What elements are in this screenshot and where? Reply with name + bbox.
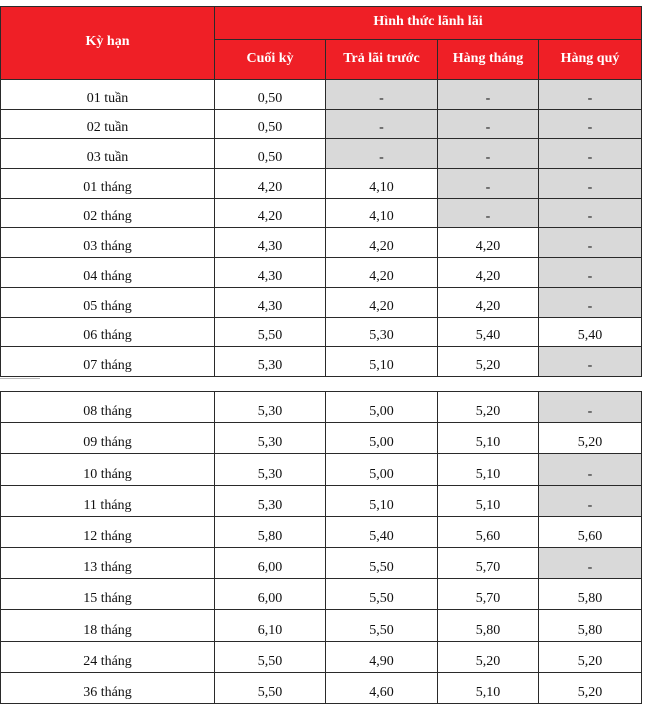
term-cell: 03 tuần: [1, 139, 215, 169]
prepaid-rate-cell: -: [326, 139, 438, 169]
end-of-term-rate-cell: 6,00: [215, 579, 326, 610]
monthly-rate-cell: -: [438, 169, 539, 199]
monthly-rate-cell: -: [438, 139, 539, 169]
monthly-rate-cell: -: [438, 198, 539, 228]
monthly-rate-cell: 5,70: [438, 547, 539, 578]
prepaid-rate-cell: 5,10: [326, 347, 438, 377]
table-row: [1, 423, 642, 454]
prepaid-rate-cell: -: [326, 80, 438, 110]
monthly-rate-cell: -: [438, 109, 539, 139]
term-cell: 04 tháng: [1, 258, 215, 288]
prepaid-rate-cell: 4,20: [326, 287, 438, 317]
term-cell: 08 tháng: [1, 392, 215, 423]
term-cell: 02 tuần: [1, 109, 215, 139]
quarterly-rate-cell: -: [539, 485, 642, 516]
table-row: [1, 169, 642, 199]
quarterly-rate-cell: -: [539, 392, 642, 423]
monthly-rate-cell: 5,80: [438, 610, 539, 641]
prepaid-rate-cell: 4,10: [326, 198, 438, 228]
table-row: [1, 109, 642, 139]
column-header-quarterly: Hàng quý: [539, 40, 642, 80]
monthly-rate-cell: 5,60: [438, 516, 539, 547]
quarterly-rate-cell: -: [539, 547, 642, 578]
prepaid-rate-cell: 5,30: [326, 317, 438, 347]
quarterly-rate-cell: 5,20: [539, 423, 642, 454]
end-of-term-rate-cell: 4,20: [215, 198, 326, 228]
monthly-rate-cell: 5,10: [438, 672, 539, 703]
prepaid-rate-cell: 5,00: [326, 392, 438, 423]
table-row: [1, 579, 642, 610]
quarterly-rate-cell: -: [539, 347, 642, 377]
prepaid-rate-cell: 4,10: [326, 169, 438, 199]
quarterly-rate-cell: 5,80: [539, 579, 642, 610]
quarterly-rate-cell: 5,80: [539, 610, 642, 641]
table-row: [1, 287, 642, 317]
quarterly-rate-cell: -: [539, 454, 642, 485]
prepaid-rate-cell: 4,60: [326, 672, 438, 703]
monthly-rate-cell: 5,10: [438, 485, 539, 516]
end-of-term-rate-cell: 0,50: [215, 109, 326, 139]
end-of-term-rate-cell: 5,50: [215, 641, 326, 672]
prepaid-rate-cell: 5,00: [326, 454, 438, 485]
end-of-term-rate-cell: 4,30: [215, 228, 326, 258]
table-row: [1, 610, 642, 641]
end-of-term-rate-cell: 5,30: [215, 347, 326, 377]
rate-rows-part-1: [1, 80, 642, 377]
table-row: [1, 454, 642, 485]
end-of-term-rate-cell: 5,50: [215, 317, 326, 347]
end-of-term-rate-cell: 6,10: [215, 610, 326, 641]
end-of-term-rate-cell: 5,30: [215, 423, 326, 454]
column-header-monthly: Hàng tháng: [438, 40, 539, 80]
table-row: [1, 228, 642, 258]
table-row: [1, 317, 642, 347]
prepaid-rate-cell: 5,50: [326, 610, 438, 641]
table-row: [1, 347, 642, 377]
quarterly-rate-cell: -: [539, 169, 642, 199]
end-of-term-rate-cell: 4,30: [215, 258, 326, 288]
term-cell: 01 tuần: [1, 80, 215, 110]
column-header-end-of-term: Cuối kỳ: [215, 40, 326, 80]
term-cell: 10 tháng: [1, 454, 215, 485]
prepaid-rate-cell: -: [326, 109, 438, 139]
term-cell: 36 tháng: [1, 672, 215, 703]
prepaid-rate-cell: 4,20: [326, 228, 438, 258]
quarterly-rate-cell: -: [539, 139, 642, 169]
quarterly-rate-cell: -: [539, 198, 642, 228]
monthly-rate-cell: 5,70: [438, 579, 539, 610]
payment-method-group-header: Hình thức lãnh lãi: [215, 7, 642, 40]
quarterly-rate-cell: 5,60: [539, 516, 642, 547]
table-row: [1, 672, 642, 703]
term-cell: 15 tháng: [1, 579, 215, 610]
term-cell: 01 tháng: [1, 169, 215, 199]
term-cell: 05 tháng: [1, 287, 215, 317]
column-header-prepaid-interest: Trả lãi trước: [326, 40, 438, 80]
quarterly-rate-cell: -: [539, 80, 642, 110]
page-break-divider: [0, 378, 40, 383]
prepaid-rate-cell: 4,20: [326, 258, 438, 288]
prepaid-rate-cell: 4,90: [326, 641, 438, 672]
monthly-rate-cell: 4,20: [438, 287, 539, 317]
table-row: [1, 485, 642, 516]
prepaid-rate-cell: 5,50: [326, 547, 438, 578]
term-cell: 11 tháng: [1, 485, 215, 516]
interest-rate-table-part-1: [0, 6, 642, 377]
monthly-rate-cell: 5,10: [438, 423, 539, 454]
table-row: [1, 80, 642, 110]
term-cell: 07 tháng: [1, 347, 215, 377]
term-cell: 03 tháng: [1, 228, 215, 258]
quarterly-rate-cell: 5,40: [539, 317, 642, 347]
prepaid-rate-cell: 5,10: [326, 485, 438, 516]
quarterly-rate-cell: 5,20: [539, 672, 642, 703]
end-of-term-rate-cell: 6,00: [215, 547, 326, 578]
end-of-term-rate-cell: 5,30: [215, 392, 326, 423]
quarterly-rate-cell: -: [539, 109, 642, 139]
term-cell: 06 tháng: [1, 317, 215, 347]
interest-rate-table-part-2: [0, 391, 642, 704]
quarterly-rate-cell: -: [539, 258, 642, 288]
end-of-term-rate-cell: 4,30: [215, 287, 326, 317]
end-of-term-rate-cell: 5,80: [215, 516, 326, 547]
term-cell: 24 tháng: [1, 641, 215, 672]
quarterly-rate-cell: 5,20: [539, 641, 642, 672]
table-row: [1, 392, 642, 423]
table-row: [1, 516, 642, 547]
rate-rows-part-2: [1, 392, 642, 704]
prepaid-rate-cell: 5,40: [326, 516, 438, 547]
monthly-rate-cell: 5,40: [438, 317, 539, 347]
end-of-term-rate-cell: 5,30: [215, 454, 326, 485]
quarterly-rate-cell: -: [539, 287, 642, 317]
monthly-rate-cell: 5,20: [438, 392, 539, 423]
end-of-term-rate-cell: 4,20: [215, 169, 326, 199]
term-cell: 12 tháng: [1, 516, 215, 547]
end-of-term-rate-cell: 0,50: [215, 139, 326, 169]
monthly-rate-cell: -: [438, 80, 539, 110]
table-row: [1, 258, 642, 288]
term-column-header: Kỳ hạn: [1, 7, 215, 80]
term-cell: 02 tháng: [1, 198, 215, 228]
monthly-rate-cell: 4,20: [438, 258, 539, 288]
quarterly-rate-cell: -: [539, 228, 642, 258]
monthly-rate-cell: 4,20: [438, 228, 539, 258]
term-cell: 18 tháng: [1, 610, 215, 641]
monthly-rate-cell: 5,20: [438, 641, 539, 672]
end-of-term-rate-cell: 5,50: [215, 672, 326, 703]
table-row: [1, 198, 642, 228]
table-row: [1, 641, 642, 672]
end-of-term-rate-cell: 5,30: [215, 485, 326, 516]
table-row: [1, 139, 642, 169]
term-cell: 13 tháng: [1, 547, 215, 578]
monthly-rate-cell: 5,10: [438, 454, 539, 485]
table-row: [1, 547, 642, 578]
prepaid-rate-cell: 5,50: [326, 579, 438, 610]
end-of-term-rate-cell: 0,50: [215, 80, 326, 110]
prepaid-rate-cell: 5,00: [326, 423, 438, 454]
term-cell: 09 tháng: [1, 423, 215, 454]
monthly-rate-cell: 5,20: [438, 347, 539, 377]
